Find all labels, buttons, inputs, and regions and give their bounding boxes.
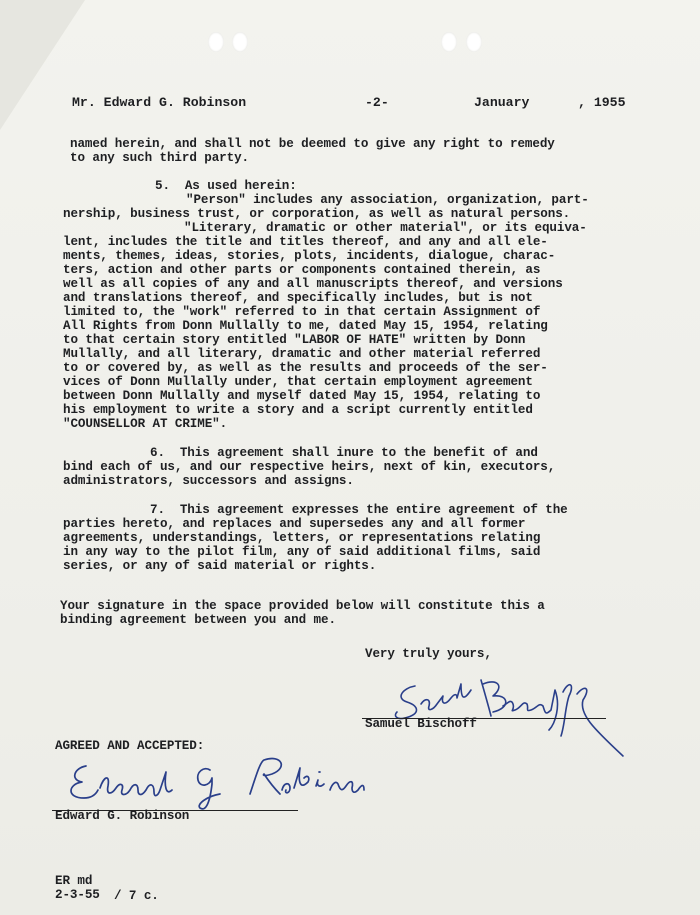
header-month: January [474, 95, 530, 110]
folded-corner [0, 0, 85, 130]
body-line: "Literary, dramatic or other material", or its equiva- [184, 221, 587, 235]
body-line: nership, business trust, or corporation, as well as natural persons. [63, 207, 571, 221]
acceptor-name: Edward G. Robinson [55, 809, 190, 823]
body-line: parties hereto, and replaces and supersedes any and all former [63, 517, 526, 531]
punch-hole [466, 32, 482, 52]
body-line: lent, includes the title and titles thereof, and any and all ele- [63, 235, 548, 249]
body-line: to any such third party. [70, 151, 249, 165]
body-line: to that certain story entitled "LABOR OF HATE" written by Donn [63, 333, 526, 347]
body-line: All Rights from Donn Mullally to me, dated May 15, 1954, relating [63, 319, 548, 333]
body-line: Your signature in the space provided below will constitute this a [60, 599, 545, 613]
body-line: between Donn Mullally and myself dated May 15, 1954, relating to [63, 389, 541, 403]
punch-hole [208, 32, 224, 52]
punch-hole [232, 32, 248, 52]
body-line: 6. This agreement shall inure to the benefit of and [150, 446, 538, 460]
closing-salutation: Very truly yours, [365, 647, 492, 661]
body-line: Mullally, and all literary, dramatic and other material referred [63, 347, 541, 361]
body-line: limited to, the "work" referred to in that certain Assignment of [63, 305, 541, 319]
body-line: vices of Donn Mullally under, that certain employment agreement [63, 375, 533, 389]
body-line: binding agreement between you and me. [60, 613, 336, 627]
typist-initials: ER md [55, 874, 93, 888]
body-line: ments, themes, ideas, stories, plots, incidents, dialogue, charac- [63, 249, 556, 263]
body-line: 7. This agreement expresses the entire agreement of the [150, 503, 568, 517]
header-recipient: Mr. Edward G. Robinson [72, 95, 247, 110]
body-line: administrators, successors and assigns. [63, 474, 354, 488]
body-line: to or covered by, as well as the results and proceeds of the ser- [63, 361, 548, 375]
body-line: bind each of us, and our respective heirs, next of kin, executors, [63, 460, 556, 474]
acceptance-heading: AGREED AND ACCEPTED: [55, 739, 205, 753]
body-line: series, or any of said material or rights. [63, 559, 377, 573]
header-year: , 1955 [578, 95, 626, 110]
body-line: "COUNSELLOR AT CRIME". [63, 417, 228, 431]
signer-name: Samuel Bischoff [365, 717, 477, 731]
body-line: 5. As used herein: [155, 179, 297, 193]
body-line: well as all copies of any and all manuscripts thereof, and versions [63, 277, 563, 291]
punch-hole [441, 32, 457, 52]
header-page-number: -2- [365, 95, 389, 110]
body-line: and translations thereof, and specifically includes, but is not [63, 291, 533, 305]
body-line: "Person" includes any association, organization, part- [186, 193, 589, 207]
footer-copy-note: / 7 c. [114, 889, 159, 903]
body-line: agreements, understandings, letters, or representations relating [63, 531, 541, 545]
body-line: in any way to the pilot film, any of said additional films, said [63, 545, 541, 559]
body-line: his employment to write a story and a script currently entitled [63, 403, 533, 417]
body-line: named herein, and shall not be deemed to give any right to remedy [70, 137, 555, 151]
body-line: ters, action and other parts or components contained therein, as [63, 263, 541, 277]
footer-date-code: 2-3-55 [55, 888, 100, 902]
